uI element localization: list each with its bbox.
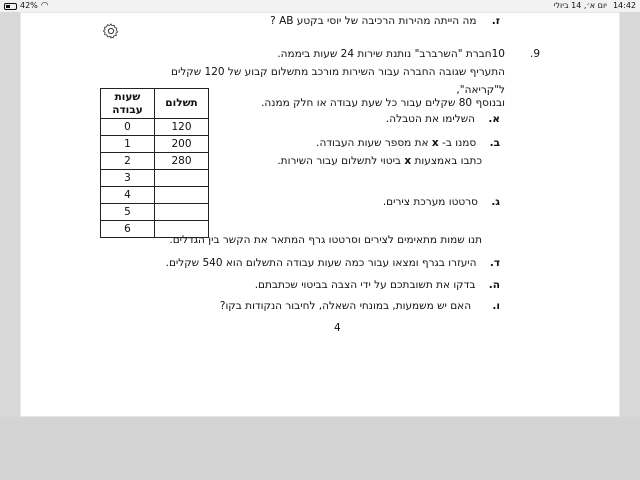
question-b [316, 137, 500, 149]
status-date: יום א׳, 14 ביולי [553, 1, 607, 10]
question-text: השלימו את הטבלה. [385, 113, 476, 125]
question-letter: ד. [489, 257, 500, 269]
question-text: האם יש משמעות, במונחי השאלה, לחיבור הנקודות בקו? [219, 300, 472, 312]
question-letter: ה. [488, 279, 500, 291]
battery-icon [4, 3, 17, 10]
cell-payment[interactable] [155, 204, 209, 221]
question-text-before: סמנו ב- [442, 137, 477, 149]
question-text-after: את מספר שעות העבודה. [316, 137, 429, 149]
cell-hours: 6 [101, 221, 155, 238]
cell-hours: 3 [101, 170, 155, 187]
header-hours-line2: עבודה [112, 103, 143, 116]
cell-payment[interactable]: 120 [155, 119, 209, 136]
variable-x: x [431, 137, 439, 149]
table-row [101, 187, 209, 204]
header-hours-line1: שעות [114, 90, 141, 103]
table-row [101, 170, 209, 187]
status-left [4, 0, 49, 12]
question-9-line2: התעריף שגובה החברה עבור השירות מורכב מתשלום קבוע של 120 שקלים [171, 66, 505, 78]
question-z [270, 15, 500, 27]
table-row [101, 221, 209, 238]
question-letter: ו. [492, 300, 500, 312]
question-d [166, 257, 500, 269]
table-row [101, 153, 209, 170]
question-text: היעזרו בגרף ומצאו עבור כמה שעות עבודה התשלום הוא 540 שקלים. [165, 257, 477, 269]
battery-percent: 42% [20, 1, 38, 10]
question-letter: ג. [491, 196, 500, 208]
payment-table [100, 88, 209, 238]
question-letter: ב. [489, 137, 500, 149]
question-9-number: 9. [529, 48, 540, 60]
question-letter: א. [488, 113, 500, 125]
cell-hours: 4 [101, 187, 155, 204]
gear-icon[interactable] [102, 22, 120, 40]
question-v [220, 300, 500, 312]
question-h [255, 279, 500, 291]
status-right [554, 0, 636, 12]
cell-payment[interactable] [155, 187, 209, 204]
table-row [101, 204, 209, 221]
table-header-row [101, 89, 209, 119]
question-9-line4: ובנוסף 80 שקלים עבור כל שעת עבודה או חלק ממנה. [261, 97, 505, 109]
cell-hours: 5 [101, 204, 155, 221]
question-g [383, 196, 500, 208]
cell-hours: 0 [101, 119, 155, 136]
cell-payment[interactable]: 200 [155, 136, 209, 153]
table-row [101, 119, 209, 136]
question-text-after: ביטוי לתשלום עבור השירות. [277, 155, 402, 167]
table-row [101, 136, 209, 153]
cell-hours: 1 [101, 136, 155, 153]
header-hours [101, 89, 155, 119]
question-9-line3: ל"קריאה", [456, 84, 505, 96]
status-bar [0, 0, 640, 12]
question-b-line2 [277, 155, 482, 167]
question-a [386, 113, 500, 125]
question-text-before: כתבו באמצעות [414, 155, 482, 167]
page-number: 4 [334, 322, 341, 334]
question-text: מה הייתה מהירות הרכיבה של יוסי בקטע AB ? [270, 15, 477, 27]
variable-x: x [404, 155, 412, 167]
question-text: בדקו את תשובתכם על ידי הצבה בביטוי שכתבתם. [254, 279, 476, 291]
page-gutter [0, 417, 640, 480]
question-g-line2: תנו שמות מתאימים לצירים וסרטטו גרף המתאר את הקשר בין הגדלים. [169, 234, 482, 246]
wifi-icon: ◠ [40, 1, 49, 11]
header-payment: תשלום [155, 89, 209, 119]
status-time: 14:42 [612, 1, 636, 10]
cell-payment[interactable] [155, 221, 209, 238]
question-text: סרטטו מערכת צירים. [382, 196, 478, 208]
cell-hours: 2 [101, 153, 155, 170]
question-9-line1: 10חברת "השרברב" נותנת שירות 24 שעות ביממה. [277, 48, 505, 60]
question-letter: ז. [491, 15, 500, 27]
cell-payment[interactable]: 280 [155, 153, 209, 170]
cell-payment[interactable] [155, 170, 209, 187]
